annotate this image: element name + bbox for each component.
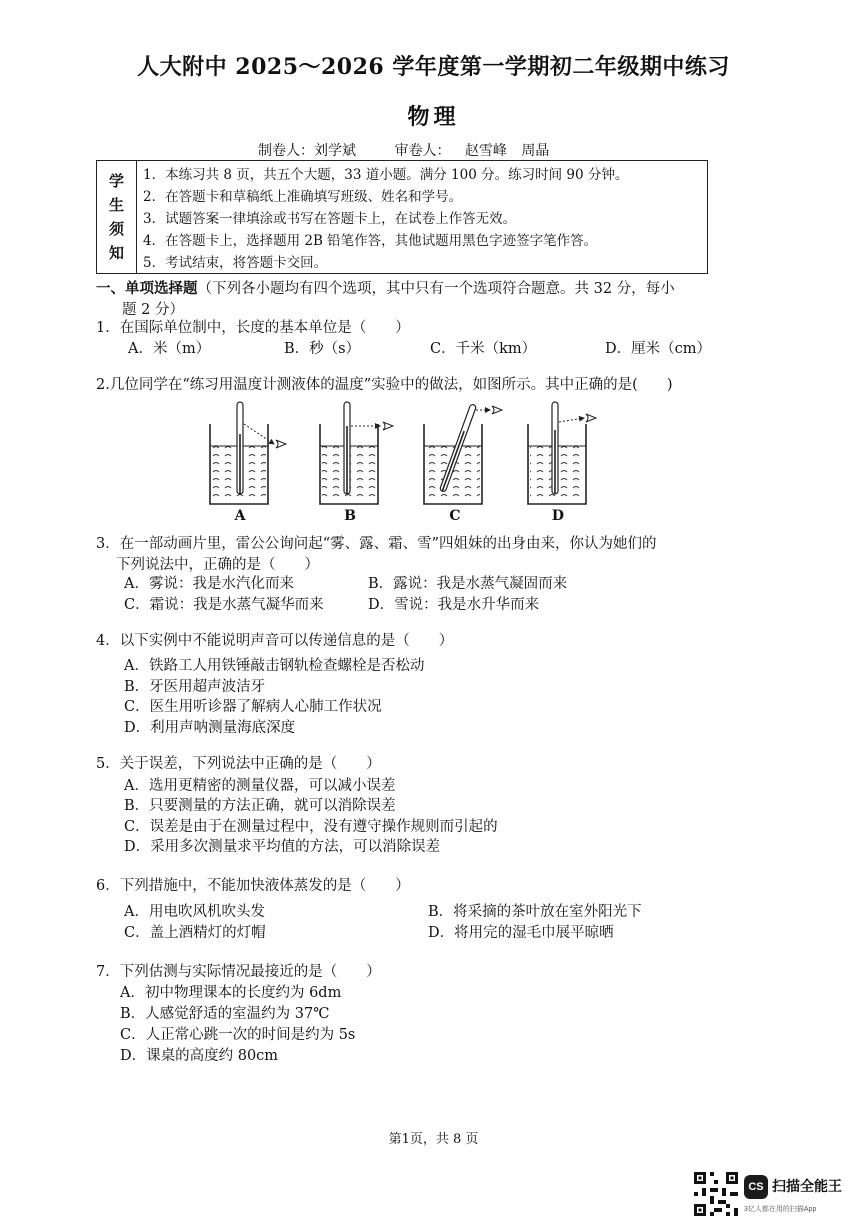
question-3-stem: 3．在一部动画片里，雷公公询问起“雾、露、霜、雪”四姐妹的出身由来，你认为她们的 bbox=[96, 536, 657, 552]
notice-side-char: 知 bbox=[108, 244, 124, 262]
exam-title: 人大附中 2025～2026 学年度第一学期初二年级期中练习 bbox=[137, 54, 730, 80]
student-notice-box bbox=[96, 160, 708, 274]
section-heading bbox=[96, 278, 716, 321]
question-1-stem: 1．在国际单位制中，长度的基本单位是（ ） bbox=[96, 320, 410, 336]
brand-name: 扫描全能王 bbox=[772, 1178, 842, 1194]
question-2-stem: 2.几位同学在“练习用温度计测液体的温度”实验中的做法，如图所示。其中正确的是( ) bbox=[96, 377, 673, 393]
question-5-option-b: B．只要测量的方法正确，就可以消除误差 bbox=[124, 798, 396, 814]
question-7-option-a: A．初中物理课本的长度约为 6dm bbox=[120, 985, 342, 1001]
figure-c-setup bbox=[424, 404, 502, 504]
page-number: 第1页，共 8 页 bbox=[388, 1132, 479, 1147]
author-label: 制卷人：刘学斌 bbox=[258, 143, 356, 159]
notice-side-char: 须 bbox=[108, 220, 124, 238]
question-5-option-d: D．采用多次测量求平均值的方法，可以消除误差 bbox=[124, 839, 441, 855]
question-1-option-a: A．米（m） bbox=[128, 341, 211, 357]
exam-subject: 物理 bbox=[407, 104, 460, 130]
question-6-stem: 6．下列措施中，不能加快液体蒸发的是（ ） bbox=[96, 878, 410, 894]
question-4-option-d: D．利用声呐测量海底深度 bbox=[124, 720, 296, 736]
eye-icon bbox=[492, 406, 502, 414]
notice-side-char: 学 bbox=[108, 172, 124, 190]
eye-icon bbox=[586, 414, 596, 422]
question-3-option-c: C．霜说：我是水蒸气凝华而来 bbox=[124, 597, 324, 613]
reviewer-name-1: 赵雪峰 bbox=[464, 143, 507, 159]
question-6-option-a: A．用电吹风机吹头发 bbox=[124, 904, 265, 920]
question-4-stem: 4．以下实例中不能说明声音可以传递信息的是（ ） bbox=[96, 633, 454, 649]
question-4-option-a: A．铁路工人用铁锤敲击钢轨检查螺栓是否松动 bbox=[124, 658, 425, 674]
figure-label-c: C bbox=[449, 508, 461, 524]
question-6-option-d: D．将用完的湿毛巾展平晾晒 bbox=[428, 925, 614, 941]
notice-side-char: 生 bbox=[108, 196, 124, 214]
question-6-option-c: C．盖上酒精灯的灯帽 bbox=[124, 925, 266, 941]
reviewer-label: 审卷人： bbox=[394, 143, 451, 159]
question-4-option-b: B．牙医用超声波洁牙 bbox=[124, 679, 266, 695]
notice-item: 4．在答题卡上，选择题用 2B 铅笔作答，其他试题用黑色字迹签字笔作答。 bbox=[143, 233, 598, 249]
question-3-option-d: D．雪说：我是水升华而来 bbox=[368, 597, 540, 613]
question-7-option-d: D．课桌的高度约 80cm bbox=[120, 1048, 279, 1064]
question-5-option-c: C．误差是由于在测量过程中，没有遵守操作规则而引起的 bbox=[124, 819, 498, 835]
brand-tagline: 3亿人都在用的扫描App bbox=[744, 1206, 817, 1213]
question-1-option-b: B．秒（s） bbox=[284, 341, 361, 357]
notice-side-label bbox=[97, 161, 137, 273]
scanner-watermark bbox=[694, 1172, 854, 1218]
question-3-option-a: A．雾说：我是水汽化而来 bbox=[124, 576, 294, 592]
camscanner-logo: CS bbox=[744, 1175, 768, 1199]
question-1-option-c: C．千米（km） bbox=[430, 341, 537, 357]
question-6-option-b: B．将采摘的茶叶放在室外阳光下 bbox=[428, 904, 642, 920]
question-4-option-c: C．医生用听诊器了解病人心肺工作状况 bbox=[124, 699, 382, 715]
eye-icon bbox=[276, 440, 286, 448]
notice-item: 3．试题答案一律填涂或书写在答题卡上，在试卷上作答无效。 bbox=[143, 211, 517, 227]
question-3-option-b: B．露说：我是水蒸气凝固而来 bbox=[368, 576, 568, 592]
figure-b-setup bbox=[320, 402, 393, 504]
section-description-cont: 题 2 分） bbox=[122, 302, 184, 318]
section-description: （下列各小题均有四个选项，其中只有一个选项符合题意。共 32 分，每小 bbox=[197, 281, 675, 297]
notice-item: 5．考试结束，将答题卡交回。 bbox=[143, 255, 328, 271]
notice-list bbox=[143, 164, 701, 274]
eye-icon bbox=[383, 422, 393, 430]
question-3-stem-cont: 下列说法中，正确的是（ ） bbox=[116, 557, 319, 573]
figure-label-b: B bbox=[344, 508, 356, 524]
figure-a-setup bbox=[210, 402, 286, 504]
thermometer-figure bbox=[200, 396, 620, 508]
exam-authors bbox=[258, 140, 559, 160]
section-name: 单项选择题 bbox=[125, 280, 198, 297]
section-number: 一、 bbox=[96, 280, 125, 297]
notice-item: 1．本练习共 8 页，共五个大题，33 道小题。满分 100 分。练习时间 90 分钟。 bbox=[143, 167, 629, 183]
question-7-option-c: C．人正常心跳一次的时间是约为 5s bbox=[120, 1027, 356, 1043]
question-7-option-b: B．人感觉舒适的室温约为 37℃ bbox=[120, 1006, 330, 1022]
figure-label-a: A bbox=[234, 508, 246, 524]
qr-code-icon bbox=[694, 1172, 738, 1216]
reviewer-name-2: 周晶 bbox=[521, 143, 550, 159]
figure-label-d: D bbox=[551, 508, 565, 524]
question-5-option-a: A．选用更精密的测量仪器，可以减小误差 bbox=[124, 778, 396, 794]
question-1-option-d: D．厘米（cm） bbox=[605, 341, 711, 357]
notice-item: 2．在答题卡和草稿纸上准确填写班级、姓名和学号。 bbox=[143, 189, 463, 205]
question-5-stem: 5．关于误差，下列说法中正确的是（ ） bbox=[96, 756, 381, 772]
question-7-stem: 7．下列估测与实际情况最接近的是（ ） bbox=[96, 964, 381, 980]
figure-d-setup bbox=[528, 402, 596, 504]
